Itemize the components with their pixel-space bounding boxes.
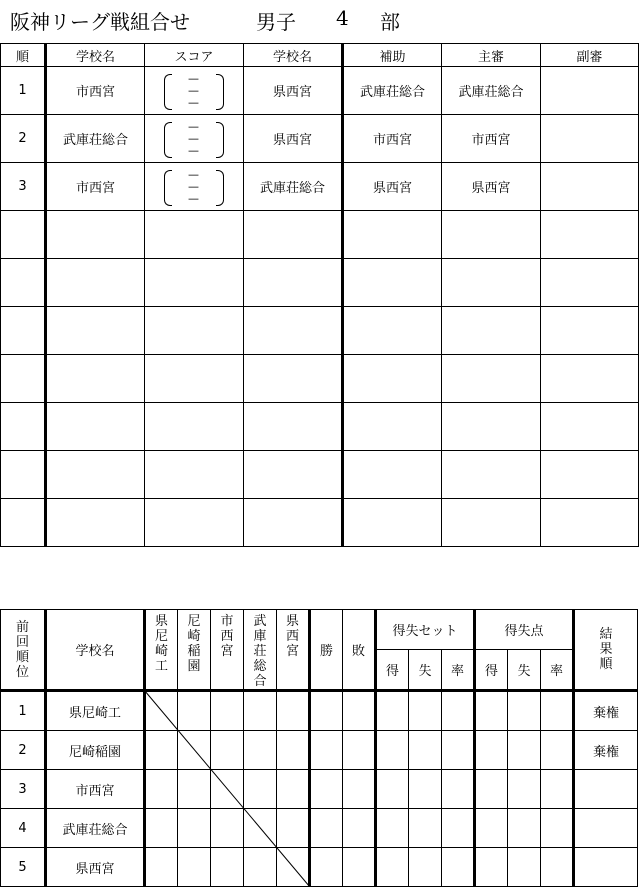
versus-cell [277,770,310,809]
score-stat-cell [475,731,508,770]
empty-cell [442,307,541,355]
empty-cell [1,259,46,307]
sub-header-cell: 率 [442,649,475,690]
standings-header-row [1,610,638,650]
versus-cell [277,809,310,848]
empty-cell [1,355,46,403]
match-header-cell: 順 [1,44,46,67]
empty-cell [343,451,442,499]
win-cell [310,809,343,848]
match-cell-order: 3 [1,163,46,211]
score-stat-cell [508,731,541,770]
empty-cell [145,307,244,355]
empty-cell [541,499,639,547]
empty-cell [244,211,343,259]
score-dashes: — — — [188,167,200,205]
score-bracket [164,71,224,111]
score-stat-cell [541,731,574,770]
score-stat-cell [541,848,574,887]
empty-cell [442,355,541,403]
win-header: 勝 [310,610,343,691]
empty-cell [1,451,46,499]
standings-table [0,609,638,887]
empty-cell [1,307,46,355]
score-stat-cell [508,691,541,731]
score-stat-cell [409,809,442,848]
score-cell [145,67,244,115]
win-cell [310,731,343,770]
versus-cell [244,731,277,770]
match-cell-team-a: 武庫荘総合 [46,115,145,163]
school-cell: 武庫荘総合 [46,809,145,848]
empty-match-row [1,451,639,499]
versus-cell [145,809,178,848]
school-cell: 県西宮 [46,848,145,887]
match-header-cell: 主審 [442,44,541,67]
versus-cell [178,731,211,770]
score-stat-cell [475,848,508,887]
empty-cell [145,211,244,259]
empty-cell [46,307,145,355]
prev-rank-cell: 5 [1,848,46,887]
score-stat-cell [376,848,409,887]
loss-cell [343,691,376,731]
versus-cell [178,691,211,731]
match-header-row [1,44,639,67]
score-dashes: — — — [188,119,200,157]
score-stat-cell [475,770,508,809]
match-cell-assist: 市西宮 [343,115,442,163]
match-header-cell: 副審 [541,44,639,67]
loss-header: 敗 [343,610,376,691]
versus-cell [244,770,277,809]
prev-rank-cell: 3 [1,770,46,809]
versus-cell [244,691,277,731]
score-stat-cell [475,691,508,731]
score-stat-cell [508,770,541,809]
versus-cell [277,691,310,731]
versus-cell [211,770,244,809]
match-cell-sub-referee [541,67,639,115]
match-cell-assist: 県西宮 [343,163,442,211]
empty-cell [46,499,145,547]
score-bracket [164,119,224,159]
empty-match-row [1,259,639,307]
empty-cell [46,403,145,451]
empty-cell [343,499,442,547]
empty-match-row [1,211,639,259]
versus-cell [244,809,277,848]
versus-cell [244,848,277,887]
score-stat-cell [541,770,574,809]
school-cell: 市西宮 [46,770,145,809]
team-column-header: 県 西 宮 [277,610,310,691]
loss-cell [343,770,376,809]
score-stat-cell [376,770,409,809]
empty-cell [541,259,639,307]
score-stat-cell [409,848,442,887]
empty-cell [145,355,244,403]
standings-row [1,848,638,887]
school-cell: 尼崎稲園 [46,731,145,770]
match-cell-team-a: 市西宮 [46,67,145,115]
score-cell [145,163,244,211]
empty-cell [442,403,541,451]
empty-cell [442,451,541,499]
division-label: 部 [380,10,400,34]
sub-header-cell: 失 [409,649,442,690]
standings-row [1,809,638,848]
empty-cell [46,211,145,259]
result-cell [574,770,638,809]
loss-cell [343,848,376,887]
empty-cell [442,499,541,547]
score-stat-cell [541,691,574,731]
standings-row [1,770,638,809]
match-row [1,163,639,211]
versus-cell [178,770,211,809]
standings-row [1,731,638,770]
match-header-cell: 学校名 [244,44,343,67]
match-header-cell: 補助 [343,44,442,67]
score-stat-cell [475,809,508,848]
sub-header-cell: 得 [475,649,508,690]
division-number: 4 [336,6,349,30]
score-stat-cell [508,848,541,887]
loss-cell [343,809,376,848]
versus-cell [178,809,211,848]
match-cell-referee: 県西宮 [442,163,541,211]
result-header: 結 果 順 [574,610,638,691]
gender-label: 男子 [256,10,296,34]
match-cell-team-b: 県西宮 [244,115,343,163]
empty-cell [442,259,541,307]
match-schedule-table [0,43,639,547]
empty-cell [1,211,46,259]
team-column-header: 武 庫 荘 総 合 [244,610,277,691]
match-cell-sub-referee [541,163,639,211]
empty-cell [541,355,639,403]
result-cell [574,809,638,848]
versus-cell [211,691,244,731]
match-cell-order: 2 [1,115,46,163]
empty-cell [244,259,343,307]
score-stat-cell [376,731,409,770]
empty-cell [244,451,343,499]
empty-cell [244,355,343,403]
versus-cell [145,770,178,809]
win-cell [310,770,343,809]
empty-match-row [1,499,639,547]
empty-cell [46,355,145,403]
versus-cell [145,848,178,887]
empty-match-row [1,403,639,451]
win-cell [310,691,343,731]
score-stat-cell [442,731,475,770]
match-row [1,115,639,163]
empty-match-row [1,307,639,355]
match-cell-sub-referee [541,115,639,163]
league-title: 阪神リーグ戦組合せ [10,10,190,34]
score-cell [145,115,244,163]
empty-cell [541,307,639,355]
prev-rank-header: 前 回 順 位 [1,610,46,691]
result-cell [574,848,638,887]
score-bracket [164,167,224,207]
score-dashes: — — — [188,71,200,109]
empty-match-row [1,355,639,403]
versus-cell [178,848,211,887]
empty-cell [244,499,343,547]
versus-cell [277,731,310,770]
score-stat-cell [409,691,442,731]
score-stat-cell [442,770,475,809]
versus-cell [211,731,244,770]
empty-cell [343,211,442,259]
score-stat-cell [376,691,409,731]
empty-cell [343,403,442,451]
win-cell [310,848,343,887]
score-stat-cell [541,809,574,848]
versus-cell [277,848,310,887]
score-stat-cell [508,809,541,848]
score-stat-cell [409,731,442,770]
empty-cell [244,403,343,451]
sub-header-cell: 得 [376,649,409,690]
prev-rank-cell: 4 [1,809,46,848]
empty-cell [46,259,145,307]
school-cell: 県尼崎工 [46,691,145,731]
empty-cell [541,211,639,259]
match-cell-referee: 武庫荘総合 [442,67,541,115]
empty-cell [442,211,541,259]
match-header-cell: 学校名 [46,44,145,67]
empty-cell [145,451,244,499]
result-cell: 棄権 [574,731,638,770]
versus-cell [145,731,178,770]
team-column-header: 市 西 宮 [211,610,244,691]
sub-header-cell: 率 [541,649,574,690]
empty-cell [541,451,639,499]
empty-cell [343,259,442,307]
match-row [1,67,639,115]
point-group-header: 得失点 [475,610,574,650]
empty-cell [343,355,442,403]
match-cell-assist: 武庫荘総合 [343,67,442,115]
match-cell-team-a: 市西宮 [46,163,145,211]
empty-cell [1,403,46,451]
empty-cell [343,307,442,355]
empty-cell [145,403,244,451]
score-stat-cell [376,809,409,848]
empty-cell [1,499,46,547]
match-header-cell: スコア [145,44,244,67]
versus-cell [211,809,244,848]
sub-header-cell: 失 [508,649,541,690]
team-column-header: 尼 崎 稲 園 [178,610,211,691]
score-stat-cell [409,770,442,809]
empty-cell [244,307,343,355]
empty-cell [541,403,639,451]
score-stat-cell [442,848,475,887]
score-stat-cell [442,809,475,848]
standings-row [1,691,638,731]
team-column-header: 県 尼 崎 工 [145,610,178,691]
match-cell-team-b: 武庫荘総合 [244,163,343,211]
result-cell: 棄権 [574,691,638,731]
score-stat-cell [442,691,475,731]
versus-cell [211,848,244,887]
prev-rank-cell: 2 [1,731,46,770]
versus-cell [145,691,178,731]
loss-cell [343,731,376,770]
match-cell-order: 1 [1,67,46,115]
empty-cell [46,451,145,499]
empty-cell [145,259,244,307]
match-cell-team-b: 県西宮 [244,67,343,115]
set-group-header: 得失セット [376,610,475,650]
empty-cell [145,499,244,547]
school-header: 学校名 [46,610,145,691]
match-cell-referee: 市西宮 [442,115,541,163]
prev-rank-cell: 1 [1,691,46,731]
